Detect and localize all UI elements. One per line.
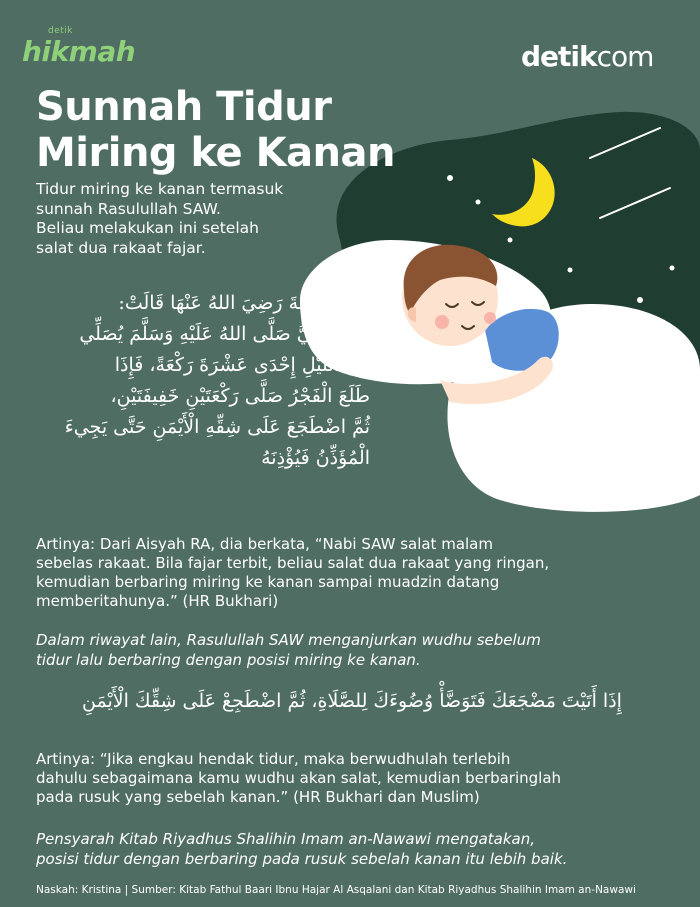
translation-line: Artinya: Dari Aisyah RA, dia berkata, “Nabi SAW salat malam xyxy=(36,535,493,553)
arabic-line: ثُمَّ اضْطَجَعَ عَلَى شِقِّهِ الْأَيْمَنِ حَتَّى يَجِيءَ xyxy=(64,416,370,438)
detik-logo-suffix: com xyxy=(596,40,654,73)
riwayat-line: tidur lalu berbaring dengan posisi miring ke kanan. xyxy=(36,651,421,669)
arabic-line: الْمُؤَذِّنُ فَيُؤْذِنَهُ xyxy=(261,447,370,469)
star-icon xyxy=(670,266,675,271)
closing-paragraph xyxy=(36,829,567,869)
riwayat-line: Dalam riwayat lain, Rasulullah SAW menganjurkan wudhu sebelum xyxy=(36,631,541,649)
closing-line: Pensyarah Kitab Riyadhus Shalihin Imam an-Nawawi mengatakan, xyxy=(36,830,536,848)
star-icon xyxy=(568,268,573,273)
intro-line: Beliau melakukan ini setelah xyxy=(36,219,259,237)
hikmah-logo-text: hikmah xyxy=(22,35,136,68)
arabic-line: عَنْ عَائِشَةَ رَضِيَ اللهُ عَنْهَا قَالَتْ: xyxy=(118,292,370,314)
hadith-arabic-block xyxy=(40,288,370,474)
hadith2-arabic: إِذَا أَتَيْتَ مَضْجَعَكَ فَتَوَضَّأْ وُضُوءَكَ لِلصَّلَاةِ، ثُمَّ اضْطَجِعْ عَلَى شِقِّكَ الْأَيْمَنِ xyxy=(82,690,622,712)
hikmah-logo-small: detik xyxy=(48,26,73,36)
translation-line: Artinya: “Jika engkau hendak tidur, maka berwudhulah terlebih xyxy=(36,750,511,768)
star-icon xyxy=(476,200,481,205)
arabic-line: طَلَعَ الْفَجْرُ صَلَّى رَكْعَتَيْنِ خَفِيفَتَيْنِ، xyxy=(110,385,370,407)
footer-credits: Naskah: Kristina | Sumber: Kitab Fathul Baari Ibnu Hajar Al Asqalani dan Kitab Riyadhus Shalihin Imam an-Nawawi xyxy=(36,884,636,896)
detikcom-logo xyxy=(521,40,653,73)
cheek-blush xyxy=(484,312,496,324)
title-line: Miring ke Kanan xyxy=(36,130,396,176)
translation-line: sebelas rakaat. Bila fajar terbit, beliau salat dua rakaat yang ringan, xyxy=(36,554,550,572)
closing-line: posisi tidur dengan berbaring pada rusuk sebelah kanan itu lebih baik. xyxy=(36,850,568,868)
arabic-line: كَانَ النَّبِيُّ صَلَّى اللهُ عَلَيْهِ وَسَلَّمَ يُصَلِّي xyxy=(79,323,370,345)
translation-paragraph-2 xyxy=(36,750,561,807)
intro-line: salat dua rakaat fajar. xyxy=(36,238,206,257)
arabic-line: مِنَ اللَّيْلِ إِحْدَى عَشْرَةَ رَكْعَةً، فَإِذَا xyxy=(114,354,370,376)
star-icon xyxy=(637,297,643,303)
page-title xyxy=(36,84,456,176)
star-icon xyxy=(508,238,513,243)
translation-line: pada rusuk yang sebelah kanan.” (HR Bukhari dan Muslim) xyxy=(36,788,480,806)
hikmah-logo xyxy=(22,26,152,68)
translation-paragraph-1 xyxy=(36,535,549,611)
translation-line: kemudian berbaring miring ke kanan sampai muadzin datang xyxy=(36,573,500,591)
translation-line: memberitahunya.” (HR Bukhari) xyxy=(36,592,279,610)
intro-paragraph xyxy=(36,180,336,258)
title-line: Sunnah Tidur xyxy=(36,84,332,130)
translation-line: dahulu sebagaimana kamu wudhu akan salat, kemudian berbaringlah xyxy=(36,769,562,787)
riwayat-paragraph xyxy=(36,630,541,670)
cheek-blush xyxy=(435,315,449,329)
detik-logo-main: detik xyxy=(521,40,597,73)
intro-line: sunnah Rasulullah SAW. xyxy=(36,199,221,218)
intro-line: Tidur miring ke kanan termasuk xyxy=(36,180,284,198)
